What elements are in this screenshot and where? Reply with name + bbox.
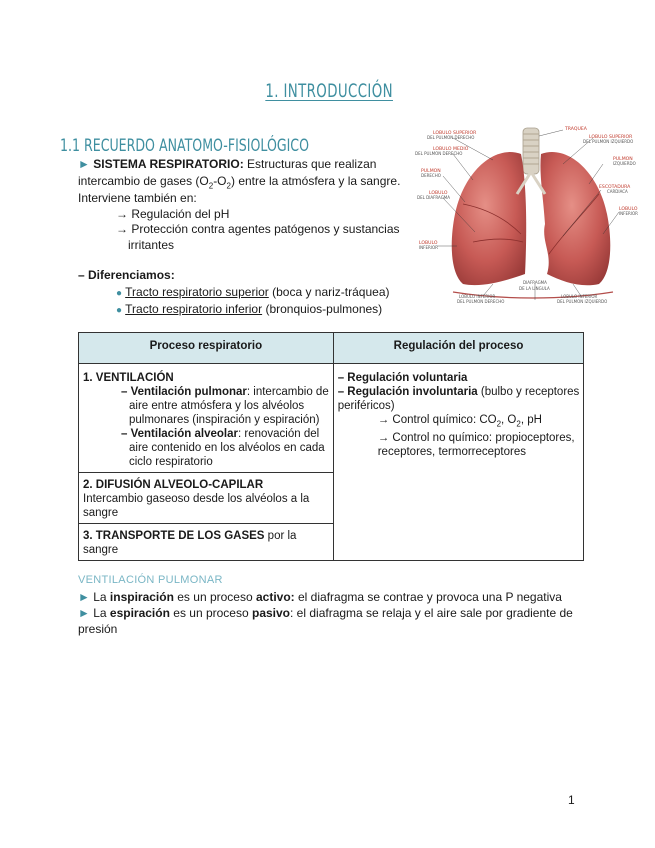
page-title: 1. INTRODUCCIÓN xyxy=(265,80,393,102)
pointer-icon: ► xyxy=(78,606,90,620)
sistema-line1: ► SISTEMA RESPIRATORIO: Estructuras que realizan xyxy=(78,157,377,171)
label-pulmon-derecho: PULMON xyxy=(421,169,441,174)
label-traquea: TRAQUEA xyxy=(565,127,587,132)
label-pulmon-izquierdo: PULMON xyxy=(613,157,633,162)
sistema-line2: intercambio de gases $(O_2-O_2)$ entre la atmósfera y la sangre. xyxy=(78,174,401,191)
cell-difusion: 2. DIFUSIÓN ALVEOLO-CAPILAR Intercambio gaseoso desde los alvéolos a la sangre xyxy=(79,473,334,524)
header-proceso: Proceso respiratorio xyxy=(79,333,334,364)
header-regulacion: Regulación del proceso xyxy=(333,333,584,364)
label-bottom-derecho: LOBULO INFERIOR xyxy=(459,294,496,299)
svg-text:DEL PULMON DERECHO: DEL PULMON DERECHO xyxy=(415,151,463,156)
section-heading: 1.1 RECUERDO ANATOMO-FISIOLÓGICO xyxy=(60,136,309,156)
page-number: 1 xyxy=(568,793,575,807)
tract-superior: ● Tracto respiratorio superior (boca y nariz-tráquea) xyxy=(116,285,390,299)
svg-text:INFERIOR: INFERIOR xyxy=(619,211,638,216)
svg-text:DE LA LINGULA: DE LA LINGULA xyxy=(519,286,550,291)
pointer-icon: ► xyxy=(78,590,90,604)
svg-text:DEL PULMON IZQUIERDO: DEL PULMON IZQUIERDO xyxy=(583,139,634,144)
item-proteccion: → Protección contra agentes patógenos y sustancias xyxy=(116,222,400,236)
item-irritantes: irritantes xyxy=(128,238,175,252)
ventilacion-heading: VENTILACIÓN PULMONAR xyxy=(78,574,223,586)
label-lobulo-superior-derecho: LOBULO SUPERIOR xyxy=(433,131,477,136)
sistema-label: SISTEMA RESPIRATORIO: xyxy=(93,157,244,171)
svg-text:CARDIACA: CARDIACA xyxy=(607,189,628,194)
process-table xyxy=(78,332,584,561)
tract-inferior: ● Tracto respiratorio inferior (bronquios-pulmones) xyxy=(116,302,383,316)
label-lobulo-medio: LOBULO MEDIO xyxy=(433,147,469,152)
label-lobulo-inferior-derecho: LOBULO xyxy=(419,241,438,246)
label-lobulo-inferior-izquierdo: LOBULO xyxy=(619,207,638,212)
bullet-icon: ● xyxy=(116,305,123,316)
label-lobulo-superior-izquierdo: LOBULO SUPERIOR xyxy=(589,135,633,140)
svg-text:DEL PULMON DERECHO: DEL PULMON DERECHO xyxy=(427,135,475,140)
item-ph: → Regulación del pH xyxy=(116,207,230,221)
svg-text:DEL DIAFRAGMA: DEL DIAFRAGMA xyxy=(417,195,450,200)
label-bottom-izquierdo: LOBULO INFERIOR xyxy=(561,294,598,299)
inspiracion-line: ► La inspiración es un proceso activo: el diafragma se contrae y provoca una P negativa xyxy=(78,590,562,604)
svg-text:DEL PULMON DERECHO: DEL PULMON DERECHO xyxy=(457,299,505,304)
diferenciamos-label: – Diferenciamos: xyxy=(78,268,175,282)
tract-inferior-link[interactable]: Tracto respiratorio inferior xyxy=(125,302,263,316)
espiracion-line: ► La espiración es un proceso pasivo: el diafragma se relaja y el aire sale por gradiente de xyxy=(78,606,573,620)
svg-text:DERECHO: DERECHO xyxy=(421,173,441,178)
label-escotadura-cardiaca: ESCOTADURA xyxy=(599,185,631,190)
label-diafragma: DIAFRAGMA xyxy=(523,280,547,285)
lungs-illustration xyxy=(413,124,645,314)
svg-text:DEL PULMON IZQUIERDO: DEL PULMON IZQUIERDO xyxy=(557,299,608,304)
label-lobulo-diafragma: LOBULO xyxy=(429,191,448,196)
sistema-line3: Interviene también en: xyxy=(78,191,197,205)
pointer-icon: ► xyxy=(78,157,90,171)
cell-transporte: 3. TRANSPORTE DE LOS GASES por la sangre xyxy=(79,524,334,561)
svg-text:INFERIOR: INFERIOR xyxy=(419,245,438,250)
bullet-icon: ● xyxy=(116,288,123,299)
tract-superior-link[interactable]: Tracto respiratorio superior xyxy=(125,285,269,299)
presion-line: presión xyxy=(78,622,118,636)
cell-regulacion: – Regulación voluntaria – Regulación involuntaria (bulbo y receptores periféricos) → Control químico: $CO_2$, $O_2$, pH → Control no químico: propioceptores, receptores, termorreceptores xyxy=(333,364,584,561)
svg-text:IZQUIERDO: IZQUIERDO xyxy=(613,161,636,166)
cell-ventilacion: 1. VENTILACIÓN – Ventilación pulmonar: intercambio de aire entre atmósfera y los alvéolos pulmonares (inspiración y espiración) – Ventilación alveolar: renovación del aire contenido en los alvéolos en cada ciclo respiratorio xyxy=(79,364,334,473)
